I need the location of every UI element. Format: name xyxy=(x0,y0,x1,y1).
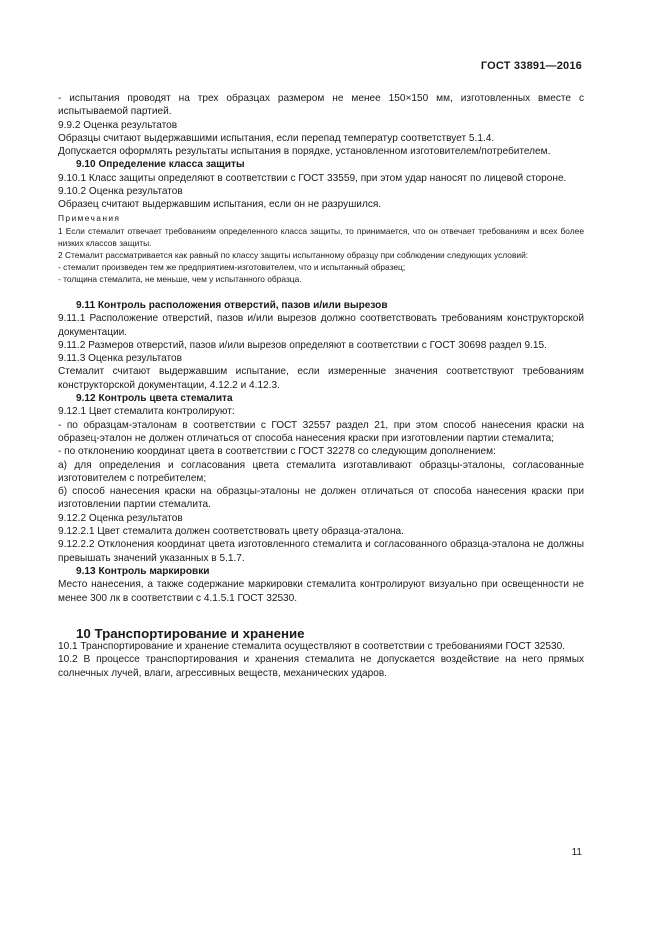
list-item: а) для определения и согласования цвета стемалита изготавливают образцы-эталоны, согласованные изготовителем с потребителем; xyxy=(58,459,584,484)
subsection-heading: 9.11.3 Оценка результатов xyxy=(58,353,182,365)
paragraph: Место нанесения, а также содержание маркировки стемалита контролируют визуально при освещенности не менее 300 лк в соответствии с 4.1.5.1 ГОСТ 32530. xyxy=(58,579,584,604)
document-body xyxy=(58,92,584,680)
subsection-heading: 9.9.2 Оценка результатов xyxy=(58,119,178,131)
paragraph: 9.12.1 Цвет стемалита контролируют: xyxy=(58,406,235,418)
subsection-heading: 9.10.2 Оценка результатов xyxy=(58,186,183,198)
paragraph: Образец считают выдержавшим испытания, если он не разрушился. xyxy=(58,199,382,211)
note-item: - толщина стемалита, не меньше, чем у испытанного образца. xyxy=(58,273,302,284)
list-item: - по образцам-эталонам в соответствии с ГОСТ 32557 раздел 21, при этом способ нанесения краски на образец-эталон не должен отличаться от способа нанесения краски при изготовлении партии стемалита; xyxy=(58,419,584,444)
paragraph: 9.12.2.2 Отклонения координат цвета изготовленного стемалита и согласованного образца-эталона не должны превышать значений указанных в 5.1.7. xyxy=(58,539,584,564)
list-item: б) способ нанесения краски на образцы-эталоны не должен отличаться от способа нанесения краски при изготовлении партии стемалита. xyxy=(58,486,584,511)
paragraph: Образцы считают выдержавшими испытания, если перепад температур соответствует 5.1.4. xyxy=(58,132,495,144)
paragraph: - испытания проводят на трех образцах размером не менее 150×150 мм, изготовленных вместе с испытываемой партией. xyxy=(58,93,584,118)
note-1: 1 Если стемалит отвечает требованиям определенного класса защиты, то принимается, что он отвечает требованиям и всех более низких классов защиты. xyxy=(58,225,584,248)
paragraph: 9.11.2 Размеров отверстий, пазов и/или вырезов определяют в соответствии с ГОСТ 30698 раздел 9.15. xyxy=(58,339,547,351)
paragraph: 10.1 Транспортирование и хранение стемалита осуществляют в соответствии с требованиями ГОСТ 32530. xyxy=(58,641,566,653)
chapter-heading-10: 10 Транспортирование и хранение xyxy=(76,625,305,641)
note-2: 2 Стемалит рассматривается как равный по классу защиты испытанному образцу при соблюдении следующих условий: xyxy=(58,249,529,260)
section-heading-9-11: 9.11 Контроль расположения отверстий, пазов и/или вырезов xyxy=(76,299,388,311)
paragraph: Допускается оформлять результаты испытания в порядке, установленном изготовителем/потребителем. xyxy=(58,146,551,158)
note-item: - стемалит произведен тем же предприятием-изготовителем, что и испытанный образец; xyxy=(58,261,406,272)
notes-title: Примечания xyxy=(58,212,121,223)
paragraph: 9.10.1 Класс защиты определяют в соответствии с ГОСТ 33559, при этом удар наносят по лицевой стороне. xyxy=(58,172,567,184)
paragraph: Стемалит считают выдержавшим испытание, если измеренные значения соответствуют требованиям конструкторской документации, 4.12.2 и 4.12.3. xyxy=(58,366,584,391)
section-heading-9-13: 9.13 Контроль маркировки xyxy=(76,565,210,577)
paragraph: 9.12.2.1 Цвет стемалита должен соответствовать цвету образца-эталона. xyxy=(58,526,404,538)
section-heading-9-10: 9.10 Определение класса защиты xyxy=(76,159,245,171)
paragraph: 10.2 В процессе транспортирования и хранения стемалита не допускается воздействие на него прямых солнечных лучей, влаги, агрессивных веществ, механических ударов. xyxy=(58,654,584,679)
list-item: - по отклонению координат цвета в соответствии с ГОСТ 32278 со следующим дополнением: xyxy=(58,446,496,458)
section-heading-9-12: 9.12 Контроль цвета стемалита xyxy=(76,393,233,405)
subsection-heading: 9.12.2 Оценка результатов xyxy=(58,512,183,524)
paragraph: 9.11.1 Расположение отверстий, пазов и/или вырезов должно соответствовать требованиям конструкторской документации. xyxy=(58,313,584,338)
page-number: 11 xyxy=(571,847,582,858)
document-code: ГОСТ 33891—2016 xyxy=(480,60,582,72)
